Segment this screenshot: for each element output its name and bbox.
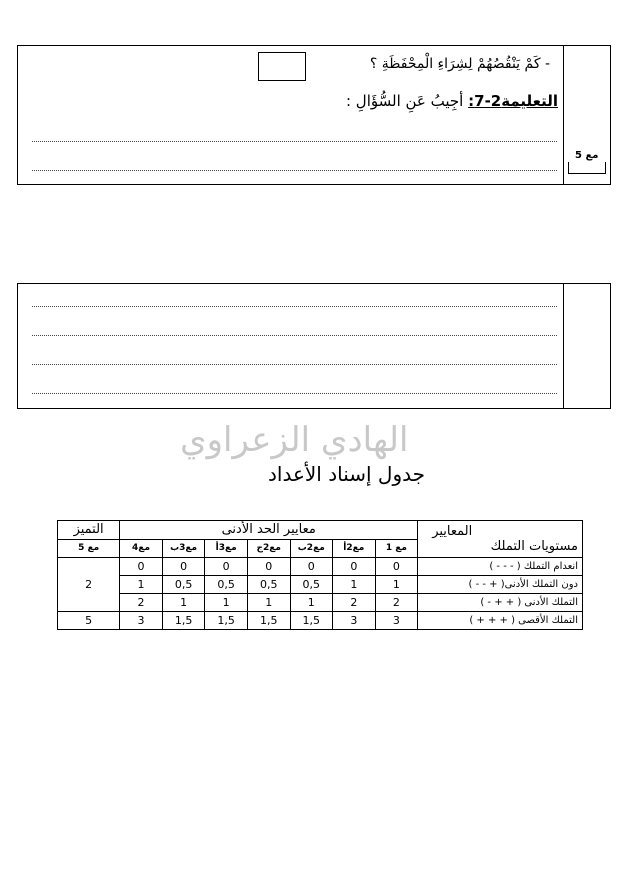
header-excellence: التميز	[58, 521, 120, 540]
score-cell: 1,5	[247, 612, 290, 630]
score-cell: 2	[120, 594, 163, 612]
score-cell: 1	[162, 594, 205, 612]
score-cell: 1	[290, 594, 333, 612]
criterion-c2c: مع2ج	[247, 539, 290, 558]
criterion-c3b: مع3ب	[162, 539, 205, 558]
score-cell: 0,5	[205, 576, 248, 594]
score-cell: 3	[375, 612, 418, 630]
level-label: انعدام التملك ( - - - )	[418, 558, 583, 576]
author-watermark: الهادي الزعراوي	[180, 420, 409, 460]
excellence-score-cell: 2	[58, 558, 120, 612]
criterion-c1: مع 1	[375, 539, 418, 558]
header-min-criteria: معايير الحد الأدنى	[120, 521, 418, 540]
table-header-row	[58, 521, 583, 540]
score-cell: 0,5	[290, 576, 333, 594]
instruction-line	[346, 92, 558, 110]
score-cell: 0	[375, 558, 418, 576]
criterion-score-box[interactable]	[568, 162, 606, 174]
exercise-box-2	[17, 283, 611, 409]
score-cell: 1	[333, 576, 376, 594]
answer-line[interactable]	[32, 170, 557, 171]
score-cell: 0	[205, 558, 248, 576]
score-cell: 0	[290, 558, 333, 576]
score-cell: 0	[120, 558, 163, 576]
score-cell: 1	[247, 594, 290, 612]
table-row	[58, 594, 583, 612]
criterion-c2b: مع2ب	[290, 539, 333, 558]
score-cell: 1,5	[205, 612, 248, 630]
score-cell: 1,5	[290, 612, 333, 630]
score-cell: 0	[247, 558, 290, 576]
header-levels: مستويات التملك	[490, 539, 578, 554]
score-cell: 0	[333, 558, 376, 576]
exercise-box-1	[17, 45, 611, 185]
criterion-c2a: مع2أ	[333, 539, 376, 558]
table-row	[58, 612, 583, 630]
score-cell: 3	[333, 612, 376, 630]
excellence-score-cell: 5	[58, 612, 120, 630]
level-label: دون التملك الأدنى( + - - )	[418, 576, 583, 594]
score-cell: 0	[162, 558, 205, 576]
score-cell: 1,5	[162, 612, 205, 630]
criteria-levels-header	[418, 521, 583, 558]
answer-line[interactable]	[32, 393, 557, 394]
question-text: - كَمْ يَنْقُصُهُمْ لِشِرَاءِ الْمِحْفَظَةِ ؟	[369, 56, 550, 72]
table-row	[58, 576, 583, 594]
answer-line[interactable]	[32, 141, 557, 142]
answer-line[interactable]	[32, 335, 557, 336]
level-label: التملك الأقصى ( + + + )	[418, 612, 583, 630]
criteria-column	[563, 46, 564, 184]
instruction-label: التعليمة2-7:	[468, 92, 558, 110]
criterion-c5: مع 5	[58, 539, 120, 558]
criteria-column	[563, 284, 564, 408]
grading-table	[57, 520, 583, 630]
criterion-c4: مع4	[120, 539, 163, 558]
level-label: التملك الأدنى ( + + - )	[418, 594, 583, 612]
score-cell: 3	[120, 612, 163, 630]
criterion-tag: مع 5	[575, 150, 599, 161]
criterion-c3a: مع3أ	[205, 539, 248, 558]
header-criteria: المعايير	[432, 524, 473, 539]
answer-line[interactable]	[32, 306, 557, 307]
answer-line[interactable]	[32, 364, 557, 365]
score-cell: 0,5	[247, 576, 290, 594]
score-cell: 1	[205, 594, 248, 612]
score-cell: 2	[375, 594, 418, 612]
grid-title: جدول إسناد الأعداد	[268, 462, 425, 486]
instruction-text: أجِيبُ عَنِ السُّؤَالِ :	[345, 92, 464, 110]
score-cell: 0,5	[162, 576, 205, 594]
score-cell: 1	[375, 576, 418, 594]
score-cell: 1	[120, 576, 163, 594]
score-cell: 2	[333, 594, 376, 612]
table-row	[58, 558, 583, 576]
answer-box[interactable]	[258, 52, 306, 81]
